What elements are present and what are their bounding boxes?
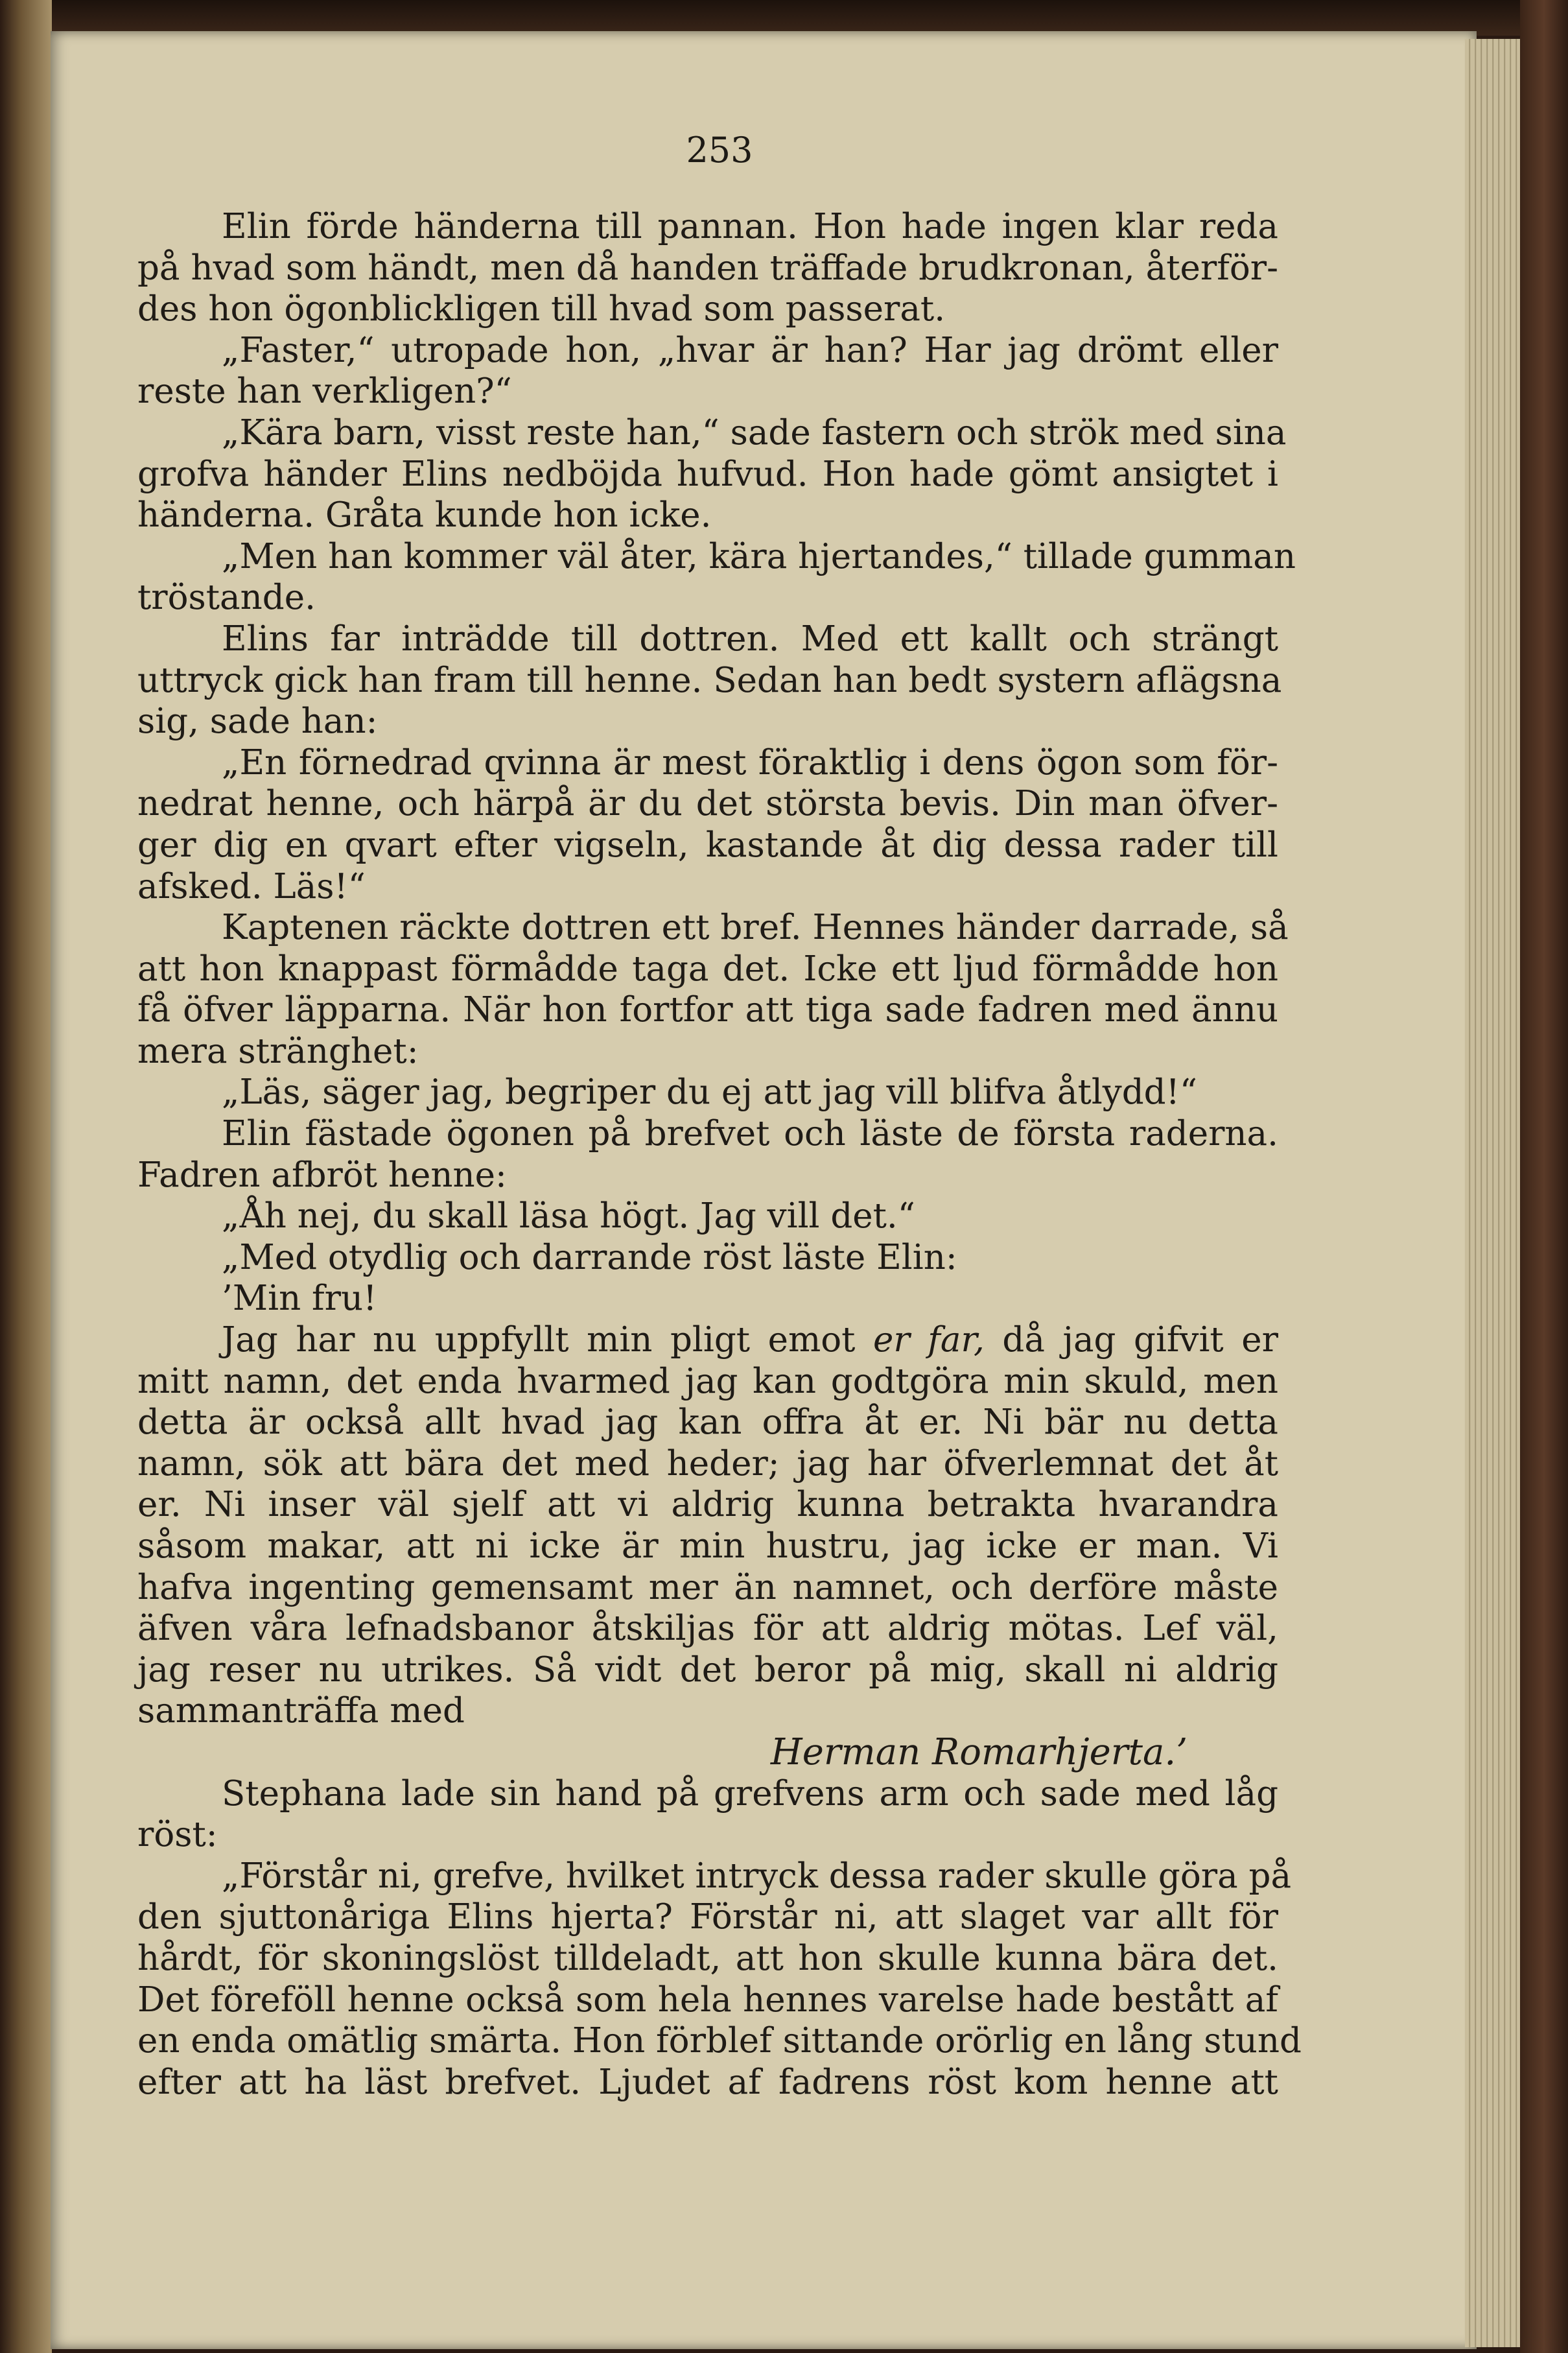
text-line: grofva händer Elins nedböjda hufvud. Hon hade gömt ansigtet i bbox=[137, 454, 1278, 494]
text-line: mera stränghet: bbox=[137, 1031, 419, 1071]
text-line: „Läs, säger jag, begriper du ej att jag vill blifva åtlydd!“ bbox=[222, 1072, 1197, 1113]
text-line: jag reser nu utrikes. Så vidt det beror på mig, skall ni aldrig bbox=[137, 1649, 1278, 1690]
text-line: „Med otydlig och darrande röst läste Elin: bbox=[222, 1237, 957, 1277]
text-line: ger dig en qvart efter vigseln, kastande åt dig dessa rader till bbox=[137, 825, 1278, 865]
text-line: „Förstår ni, grefve, hvilket intryck dessa rader skulle göra på bbox=[222, 1856, 1292, 1896]
text-line: Stephana lade sin hand på grefvens arm och sade med låg bbox=[222, 1773, 1278, 1814]
text-line: mitt namn, det enda hvarmed jag kan godtgöra min skuld, men bbox=[137, 1361, 1278, 1401]
text-line: Elins far inträdde till dottren. Med ett kallt och strängt bbox=[222, 619, 1278, 659]
text-line: des hon ögonblickligen till hvad som passerat. bbox=[137, 289, 946, 329]
text-line: tröstande. bbox=[137, 578, 316, 618]
text-line: händerna. Gråta kunde hon icke. bbox=[137, 495, 712, 536]
book-cover-right bbox=[1520, 0, 1568, 2353]
signature-line: Herman Romarhjerta.’ bbox=[770, 1731, 1188, 1773]
text-line: „Men han kommer väl åter, kära hjertandes,“ tillade gumman bbox=[222, 536, 1296, 576]
page-stack-edges bbox=[1465, 39, 1523, 2347]
text-line: att hon knappast förmådde taga det. Icke ett ljud förmådde hon bbox=[137, 949, 1278, 989]
text-line: sammanträffa med bbox=[137, 1691, 465, 1731]
text-line: Fadren afbröt henne: bbox=[137, 1155, 507, 1195]
text-line: Elin fästade ögonen på brefvet och läste de första raderna. bbox=[222, 1114, 1278, 1154]
text-line: få öfver läpparna. När hon fortfor att tiga sade fadren med ännu bbox=[137, 990, 1278, 1030]
text-line: „Kära barn, visst reste han,“ sade fastern och strök med sina bbox=[222, 412, 1287, 453]
text-line: namn, sök att bära det med heder; jag har öfverlemnat det åt bbox=[137, 1443, 1278, 1484]
text-line: hårdt, för skoningslöst tilldeladt, att hon skulle kunna bära det. bbox=[137, 1938, 1278, 1978]
text-line: nedrat henne, och härpå är du det största bevis. Din man öfver- bbox=[137, 784, 1278, 824]
text-line: en enda omätlig smärta. Hon förblef sittande orörlig en lång stund bbox=[137, 2021, 1302, 2061]
text-line: detta är också allt hvad jag kan offra åt er. Ni bär nu detta bbox=[137, 1402, 1278, 1443]
text-line: äfven våra lefnadsbanor åtskiljas för att aldrig mötas. Lef väl, bbox=[137, 1609, 1278, 1649]
text-line: afsked. Läs!“ bbox=[137, 866, 366, 906]
text-line: såsom makar, att ni icke är min hustru, jag icke er man. Vi bbox=[137, 1526, 1278, 1566]
text-line: sig, sade han: bbox=[137, 702, 378, 742]
text-line: „En förnedrad qvinna är mest föraktlig i dens ögon som för- bbox=[222, 742, 1278, 783]
text-line: „Faster,“ utropade hon, „hvar är han? Har jag drömt eller bbox=[222, 330, 1278, 370]
text-line: er. Ni inser väl sjelf att vi aldrig kunna betrakta hvarandra bbox=[137, 1485, 1278, 1525]
text-line: röst: bbox=[137, 1815, 218, 1855]
page-text bbox=[137, 206, 1302, 2103]
text-line: Jag har nu uppfyllt min pligt emot er far, då jag gifvit er bbox=[222, 1320, 1278, 1360]
book-cover-top bbox=[0, 0, 1568, 36]
text-line: Kaptenen räckte dottren ett bref. Hennes händer darrade, så bbox=[222, 908, 1289, 948]
text-line: på hvad som händt, men då handen träffade brudkronan, återför- bbox=[137, 248, 1278, 288]
text-line: hafva ingenting gemensamt mer än namnet, och derföre måste bbox=[137, 1567, 1278, 1607]
page-number: 253 bbox=[686, 130, 753, 171]
text-line: efter att ha läst brefvet. Ljudet af fadrens röst kom henne att bbox=[137, 2062, 1278, 2102]
text-line: reste han verkligen?“ bbox=[137, 372, 512, 412]
text-line: uttryck gick han fram till henne. Sedan han bedt systern aflägsna bbox=[137, 660, 1282, 700]
text-line: Det föreföll henne också som hela hennes varelse hade bestått af bbox=[137, 1980, 1278, 2020]
text-line: „Åh nej, du skall läsa högt. Jag vill det.“ bbox=[222, 1196, 915, 1236]
facing-page-edge bbox=[0, 0, 52, 2353]
text-line: ’Min fru! bbox=[222, 1279, 377, 1319]
text-line: Elin förde händerna till pannan. Hon hade ingen klar reda bbox=[222, 207, 1278, 246]
text-line: den sjuttonåriga Elins hjerta? Förstår ni, att slaget var allt för bbox=[137, 1897, 1278, 1937]
